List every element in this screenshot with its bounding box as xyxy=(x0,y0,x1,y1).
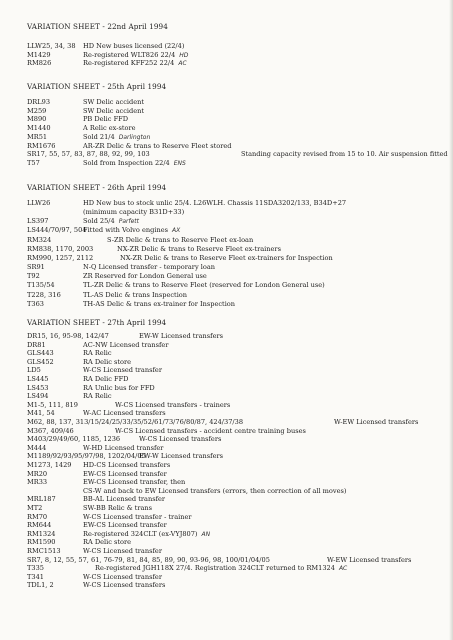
fleet-code: MRL187 xyxy=(27,495,56,504)
section-heading: VARIATION SHEET - 27th April 1994 xyxy=(27,318,167,327)
fleet-code: M62, 88, 137, 313/15/24/25/33/35/52/61/73/76/80/87, 424/37/38 xyxy=(27,418,244,426)
entry-description: RA Delic store xyxy=(83,538,132,547)
entry-description: ZR Reserved for London General use xyxy=(83,272,207,281)
entry-description: W-CS Licensed transfer - trainer xyxy=(83,512,192,521)
entry-description: Re-registered 324CLT (ex-VYJ807) AN xyxy=(83,529,211,538)
fleet-code: M444 xyxy=(27,443,47,452)
fleet-code: M1189/92/93/95/97/98, 1202/04/05 xyxy=(27,452,146,461)
entry-description: EW-W Licensed transfers xyxy=(139,332,224,340)
fleet-code: M403/29/49/60, 1185, 1236 xyxy=(27,435,121,444)
entry-description: TH-AS Delic & trans ex-trainer for Inspection xyxy=(83,299,236,308)
entry-description: W-AC Licensed transfers xyxy=(83,409,166,418)
entry-row xyxy=(27,98,447,107)
fleet-code: T57 xyxy=(27,158,40,167)
fleet-code: T341 xyxy=(27,572,44,581)
fleet-code: DRL93 xyxy=(27,98,51,106)
page-edge-shadow xyxy=(449,0,453,640)
fleet-code: M41, 54 xyxy=(27,409,55,418)
fleet-code: RM1676 xyxy=(27,141,56,150)
fleet-code: RM838, 1170, 2003 xyxy=(27,244,94,253)
entry-description: Re-registered WLT826 22/4 HD xyxy=(83,50,189,59)
entry-description: RA Relic xyxy=(83,392,112,401)
entry-description: W-CS Licensed transfers xyxy=(83,581,166,590)
entry-description: (minimum capacity B31D+33) xyxy=(83,208,185,217)
fleet-code: SR17, 55, 57, 83, 87, 88, 92, 99, 103 xyxy=(27,150,150,159)
entry-description: RA Relic xyxy=(83,349,112,358)
entry-row xyxy=(27,226,447,235)
fleet-code: T363 xyxy=(27,299,44,308)
entry-description: SW Delic accident xyxy=(83,106,145,115)
entry-row xyxy=(27,300,447,309)
entry-row xyxy=(27,115,447,124)
entry-description: Standing capacity revised from 15 to 10. Air suspension fitted xyxy=(241,150,448,159)
entry-description: W-CS Licensed transfer xyxy=(83,366,162,375)
entry-description: BB-AL Licensed transfer xyxy=(83,495,166,504)
entry-row xyxy=(27,581,447,590)
entry-description: AC-NW Licensed transfer xyxy=(83,340,169,349)
fleet-code: LD5 xyxy=(27,366,41,375)
fleet-code: LS445 xyxy=(27,375,49,383)
entry-description: PB Delic FFD xyxy=(83,115,129,124)
entry-row xyxy=(27,291,447,300)
fleet-code: LS397 xyxy=(27,217,49,226)
fleet-code: RM990, 1257, 2112 xyxy=(27,253,94,262)
entry-description: W-HD Licensed transfer xyxy=(83,443,164,452)
entry-description: W-CS Licensed transfers xyxy=(139,435,222,444)
fleet-code: LS444/70/97, 504 xyxy=(27,226,87,235)
fleet-code: DR81 xyxy=(27,340,46,349)
handwritten-note: AX xyxy=(171,227,181,235)
entry-row xyxy=(27,150,447,159)
entry-description: A Relic ex-store xyxy=(83,124,136,133)
entry-description: Sold 21/4 Darlington xyxy=(83,132,151,141)
fleet-code: M259 xyxy=(27,106,47,115)
entry-description: W-CS Licensed transfer xyxy=(83,572,162,581)
fleet-code: GLS443 xyxy=(27,349,54,358)
fleet-code: MR20 xyxy=(27,469,48,478)
entry-row xyxy=(27,245,447,254)
entry-description: NX-ZR Delic & trans to Reserve Fleet ex-trainers for Inspection xyxy=(120,253,333,262)
entry-description: S-ZR Delic & trans to Reserve Fleet ex-loan xyxy=(107,235,254,244)
entry-description: W-CS Licensed transfers - trainers xyxy=(115,400,231,409)
fleet-code: RM70 xyxy=(27,512,48,521)
section-heading: VARIATION SHEET - 25th April 1994 xyxy=(27,82,167,91)
fleet-code: RMC1513 xyxy=(27,547,61,555)
fleet-code: MT2 xyxy=(27,504,43,512)
fleet-code: RM644 xyxy=(27,521,52,530)
entry-description: NX-ZR Delic & trans to Reserve Fleet ex-trainers xyxy=(117,244,281,253)
entry-description: RA Delic FFD xyxy=(83,375,129,383)
handwritten-note: ENS xyxy=(173,159,186,167)
entry-row xyxy=(27,281,447,290)
handwritten-note: AN xyxy=(201,530,211,538)
entry-description: Sold 25/4 Parfett xyxy=(83,217,140,226)
fleet-code: M1273, 1429 xyxy=(27,461,72,469)
entry-row xyxy=(27,142,447,151)
fleet-code: SR91 xyxy=(27,263,45,272)
entry-row xyxy=(27,254,447,263)
entry-description: Re-registered KFF252 22/4 AC xyxy=(83,59,187,68)
fleet-code: LS494 xyxy=(27,392,49,401)
fleet-code: RM1324 xyxy=(27,529,56,538)
fleet-code: LLW26 xyxy=(27,199,51,207)
entry-description: RA Unlic bus for FFD xyxy=(83,383,155,392)
fleet-code: M367, 409/46 xyxy=(27,426,74,435)
entry-row xyxy=(27,236,447,245)
entry-row xyxy=(27,159,447,168)
entry-description: EW-CS Licensed transfer xyxy=(83,521,167,530)
fleet-code: DR15, 16, 95-98, 142/47 xyxy=(27,332,109,340)
entry-description: W-CS Licensed transfers - accident centre training buses xyxy=(115,426,306,435)
fleet-code: MR51 xyxy=(27,132,48,141)
entry-description: HD New bus to stock unlic 25/4. L26WLH. Chassis 11SDA3202/133, B34D+27 xyxy=(83,199,347,207)
entry-description: HD New buses licensed (22/4) xyxy=(83,42,185,50)
entry-description: EW-CS Licensed transfer xyxy=(83,469,167,478)
section-heading: VARIATION SHEET - 22nd April 1994 xyxy=(27,22,168,31)
entry-row xyxy=(27,107,447,116)
entry-row xyxy=(27,208,447,217)
entry-description: SW-BB Relic & trans xyxy=(83,504,153,512)
handwritten-note: Darlington xyxy=(118,133,151,141)
fleet-code: LS453 xyxy=(27,383,49,392)
entry-description: CS-W and back to EW Licensed transfers (errors, then correction of all moves) xyxy=(83,486,347,495)
entry-description: RA Delic store xyxy=(83,357,132,366)
entry-description: N-Q Licensed transfer - temporary loan xyxy=(83,263,216,272)
fleet-code: MR33 xyxy=(27,478,48,487)
entry-row xyxy=(27,133,447,142)
entry-description: HD-CS Licensed transfers xyxy=(83,461,171,469)
fleet-code: T92 xyxy=(27,272,40,281)
fleet-code: SR7, 8, 12, 55, 57, 61, 76-79, 81, 84, 85, 89, 90, 93-96, 98, 100/01/04/05 xyxy=(27,555,270,564)
section-heading: VARIATION SHEET - 26th April 1994 xyxy=(27,183,167,192)
fleet-code: RM826 xyxy=(27,59,52,68)
fleet-code: RM1590 xyxy=(27,538,56,547)
fleet-code: T135/54 xyxy=(27,281,55,290)
entry-row xyxy=(27,124,447,133)
entry-description: Fitted with Volvo engines AX xyxy=(83,226,181,235)
entry-row xyxy=(27,263,447,272)
fleet-code: TDL1, 2 xyxy=(27,581,54,590)
entry-description: Sold from Inspection 22/4 ENS xyxy=(83,158,186,167)
entry-description: TL-ZR Delic & trans to Reserve Fleet (reserved for London General use) xyxy=(83,281,325,290)
handwritten-note: Parfett xyxy=(118,218,140,226)
entry-row xyxy=(27,59,447,68)
entry-description: Re-registered JGH118X 27/4. Registration 324CLT returned to RM1324 AC xyxy=(95,564,348,573)
fleet-code: M1440 xyxy=(27,124,51,133)
entry-row xyxy=(27,217,447,226)
entry-description: W-EW Licensed transfers xyxy=(327,555,412,564)
fleet-code: T335 xyxy=(27,564,44,573)
entry-description: SW Delic accident xyxy=(83,98,145,106)
entry-row xyxy=(27,272,447,281)
handwritten-note: HD xyxy=(179,51,189,59)
fleet-code: RM324 xyxy=(27,235,52,244)
fleet-code: M1-5, 111, 819 xyxy=(27,400,78,409)
fleet-code: T228, 316 xyxy=(27,290,61,299)
entry-description: EW-W Licensed transfers xyxy=(139,452,224,461)
fleet-code: LLW25, 34, 38 xyxy=(27,42,76,50)
entry-row xyxy=(27,199,447,208)
entry-description: EW-CS Licensed transfer, then xyxy=(83,478,186,487)
entry-description: W-CS Licensed transfer xyxy=(83,547,162,555)
handwritten-note: AC xyxy=(338,565,348,573)
fleet-code: M890 xyxy=(27,115,47,124)
fleet-code: M1429 xyxy=(27,50,51,59)
entry-description: TL-AS Delic & trans Inspection xyxy=(83,290,188,299)
entry-description: AR-ZR Delic & trans to Reserve Fleet stored xyxy=(83,141,232,150)
handwritten-note: AC xyxy=(178,60,187,68)
fleet-code: GLS452 xyxy=(27,357,54,366)
entry-description: W-EW Licensed transfers xyxy=(334,418,419,426)
